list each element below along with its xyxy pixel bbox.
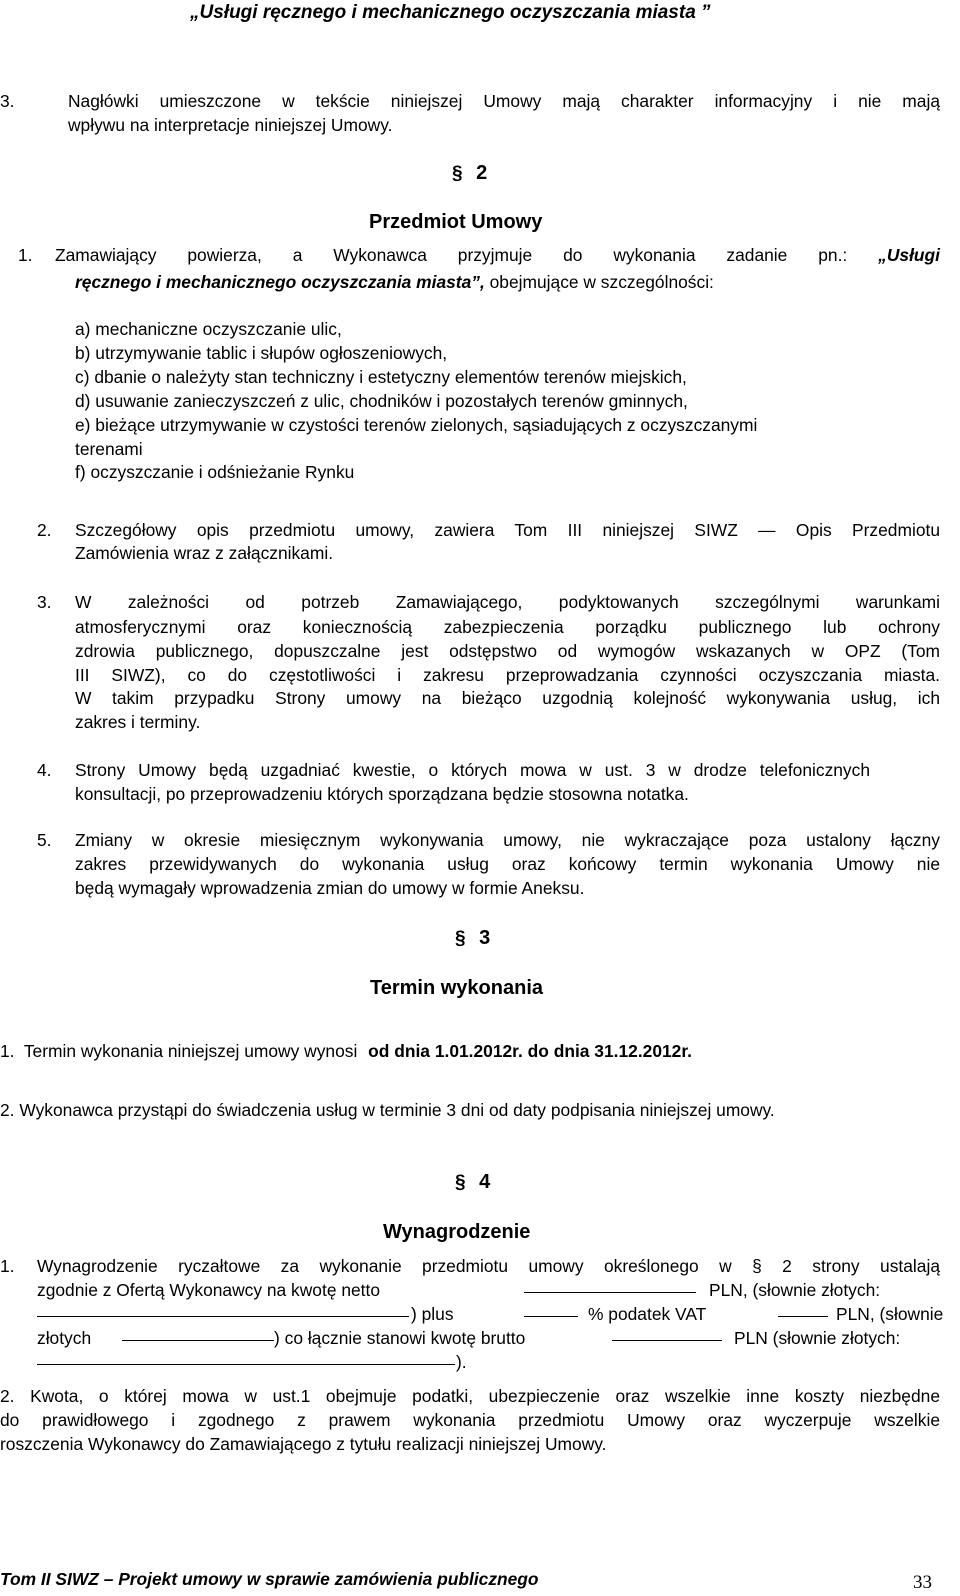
net-amount-blank [524, 1278, 696, 1293]
s1-item3-line1: Nagłówki umieszczone w tekście niniejszej Umowy mają charakter informacyjny i nie mają [68, 91, 940, 111]
s1-item3-number: 3. [0, 91, 15, 111]
s4-item1-line3-end: PLN, (słownie [836, 1304, 944, 1324]
s2-item1-line2-italic: ręcznego i mechanicznego oczyszczania miasta”, [75, 272, 485, 292]
s2-item3-line: atmosferycznymi oraz koniecznością zabezpieczenia porządku publicznego lub ochrony [75, 617, 940, 637]
scope-list-item: terenami [75, 439, 143, 459]
section-3-title: Termin wykonania [370, 977, 544, 999]
s4-item1-line2-text: zgodnie z Ofertą Wykonawcy na kwotę netto [37, 1280, 380, 1300]
s4-item1-number: 1. [0, 1256, 15, 1276]
s4-item2-line1: 2. Kwota, o której mowa w ust.1 obejmuje podatki, ubezpieczenie oraz wszelkie inne koszty niezbędne [0, 1386, 940, 1406]
s1-item3-line2: wpływu na interpretacje niniejszej Umowy. [68, 115, 393, 135]
s2-item2-line2: Zamówienia wraz z załącznikami. [75, 543, 334, 563]
section-3-number: 3 [479, 927, 491, 949]
scope-list-item: a) mechaniczne oczyszczanie ulic, [75, 319, 342, 339]
s2-item3-line: W zależności od potrzeb Zamawiającego, podyktowanych szczególnymi warunkami [75, 592, 940, 612]
section-4-title: Wynagrodzenie [383, 1221, 531, 1243]
s2-item1-line2 [75, 271, 714, 293]
s2-item1-number: 1. [18, 245, 33, 265]
section-2-number: 2 [476, 162, 488, 184]
s4-item1-line3-plus: ) plus [411, 1304, 454, 1324]
section-2-heading [452, 162, 487, 185]
s4-item2-line2: do prawidłowego i zgodnego z prawem wykonania przedmiotu Umowy oraz wyczerpuje wszelkie [0, 1410, 940, 1430]
s2-item5-number: 5. [37, 830, 52, 850]
s2-item3-line: zakres i terminy. [75, 712, 201, 732]
paragraph-symbol: § [452, 163, 463, 184]
section-4-heading [455, 1171, 490, 1194]
s4-item1-line4-mid: ) co łącznie stanowi kwotę brutto [274, 1328, 526, 1348]
net-amount-words-blank [37, 1302, 409, 1317]
s2-item3-line: W takim przypadku Strony umowy na bieżąco uzgodnią kolejność wykonywania usług, ich [75, 688, 940, 708]
gross-amount-words-blank [37, 1350, 455, 1365]
vat-words-blank [122, 1326, 274, 1341]
scope-list-item: b) utrzymywanie tablic i słupów ogłoszeniowych, [75, 343, 448, 363]
paragraph-symbol: § [455, 928, 466, 949]
s3-item2: 2. Wykonawca przystąpi do świadczenia usług w terminie 3 dni od daty podpisania niniejszej umowy. [0, 1100, 775, 1120]
s2-item1-line1-text: Zamawiający powierza, a Wykonawca przyjmuje do wykonania zadanie pn.: [55, 245, 848, 265]
s2-item5-line3: będą wymagały wprowadzenia zmian do umowy w formie Aneksu. [75, 878, 585, 898]
s4-item1-line4-start: złotych [37, 1328, 92, 1348]
s2-item4-line1: Strony Umowy będą uzgadniać kwestie, o których mowa w ust. 3 w drodze telefonicznych [75, 760, 870, 780]
s3-item1 [0, 1040, 692, 1062]
running-footer: Tom II SIWZ – Projekt umowy w sprawie zamówienia publicznego [0, 1569, 539, 1589]
page-number: 33 [913, 1572, 932, 1593]
s2-item4-line2: konsultacji, po przeprowadzeniu których sporządzana będzie stosowna notatka. [75, 784, 689, 804]
section-3-heading [455, 927, 490, 950]
s2-item2-line1: Szczegółowy opis przedmiotu umowy, zawiera Tom III niniejszej SIWZ — Opis Przedmiotu [75, 520, 940, 540]
s4-item1-line2-end: PLN, (słownie złotych: [709, 1280, 881, 1300]
s4-item1-line3-vat: % podatek VAT [588, 1304, 707, 1324]
s2-item3-line: III SIWZ), co do częstotliwości i zakresu przeprowadzania czynności oczyszczania miasta. [75, 665, 940, 685]
scope-list-item: d) usuwanie zanieczyszczeń z ulic, chodników i pozostałych terenów gminnych, [75, 391, 688, 411]
vat-rate-blank [524, 1302, 578, 1317]
section-4-number: 4 [479, 1171, 491, 1193]
running-header: „Usługi ręcznego i mechanicznego oczyszczania miasta ” [190, 2, 711, 23]
s2-item2-number: 2. [37, 520, 52, 540]
paragraph-symbol: § [455, 1172, 466, 1193]
s4-item2-line3: roszczenia Wykonawcy do Zamawiającego z tytułu realizacji niniejszej Umowy. [0, 1434, 607, 1454]
s4-item1-line4-end: PLN (słownie złotych: [734, 1328, 901, 1348]
s2-item1-line2-text: obejmujące w szczególności: [489, 272, 714, 292]
section-2-title: Przedmiot Umowy [369, 211, 543, 233]
s4-item1-line5-end: ). [456, 1352, 467, 1372]
scope-list-item: c) dbanie o należyty stan techniczny i estetyczny elementów terenów miejskich, [75, 367, 687, 387]
s2-item5-line2: zakres przewidywanych do wykonania usług oraz końcowy termin wykonania Umowy nie [75, 854, 940, 874]
s2-item1-line1-italic: „Usługi [878, 245, 940, 265]
s2-item3-line: zdrowia publicznego, dopuszczalne jest odstępstwo od wymogów wskazanych w OPZ (Tom [75, 641, 940, 661]
scope-list-item: e) bieżące utrzymywanie w czystości terenów zielonych, sąsiadujących z oczyszczanymi [75, 415, 758, 435]
s2-item5-line1: Zmiany w okresie miesięcznym wykonywania umowy, nie wykraczające poza ustalony łączny [75, 830, 940, 850]
s2-item1-line1 [55, 244, 940, 266]
s2-item4-number: 4. [37, 760, 52, 780]
gross-amount-blank [612, 1326, 722, 1341]
s3-item1-dates: od dnia 1.01.2012r. do dnia 31.12.2012r. [368, 1041, 692, 1061]
scope-list-item: f) oczyszczanie i odśnieżanie Rynku [75, 462, 355, 482]
s4-item1-line1: Wynagrodzenie ryczałtowe za wykonanie przedmiotu umowy określonego w § 2 strony ustalają [37, 1256, 940, 1276]
vat-amount-blank [778, 1302, 828, 1317]
s2-item3-number: 3. [37, 592, 52, 612]
s3-item1-text: 1. Termin wykonania niniejszej umowy wynosi [0, 1041, 358, 1061]
